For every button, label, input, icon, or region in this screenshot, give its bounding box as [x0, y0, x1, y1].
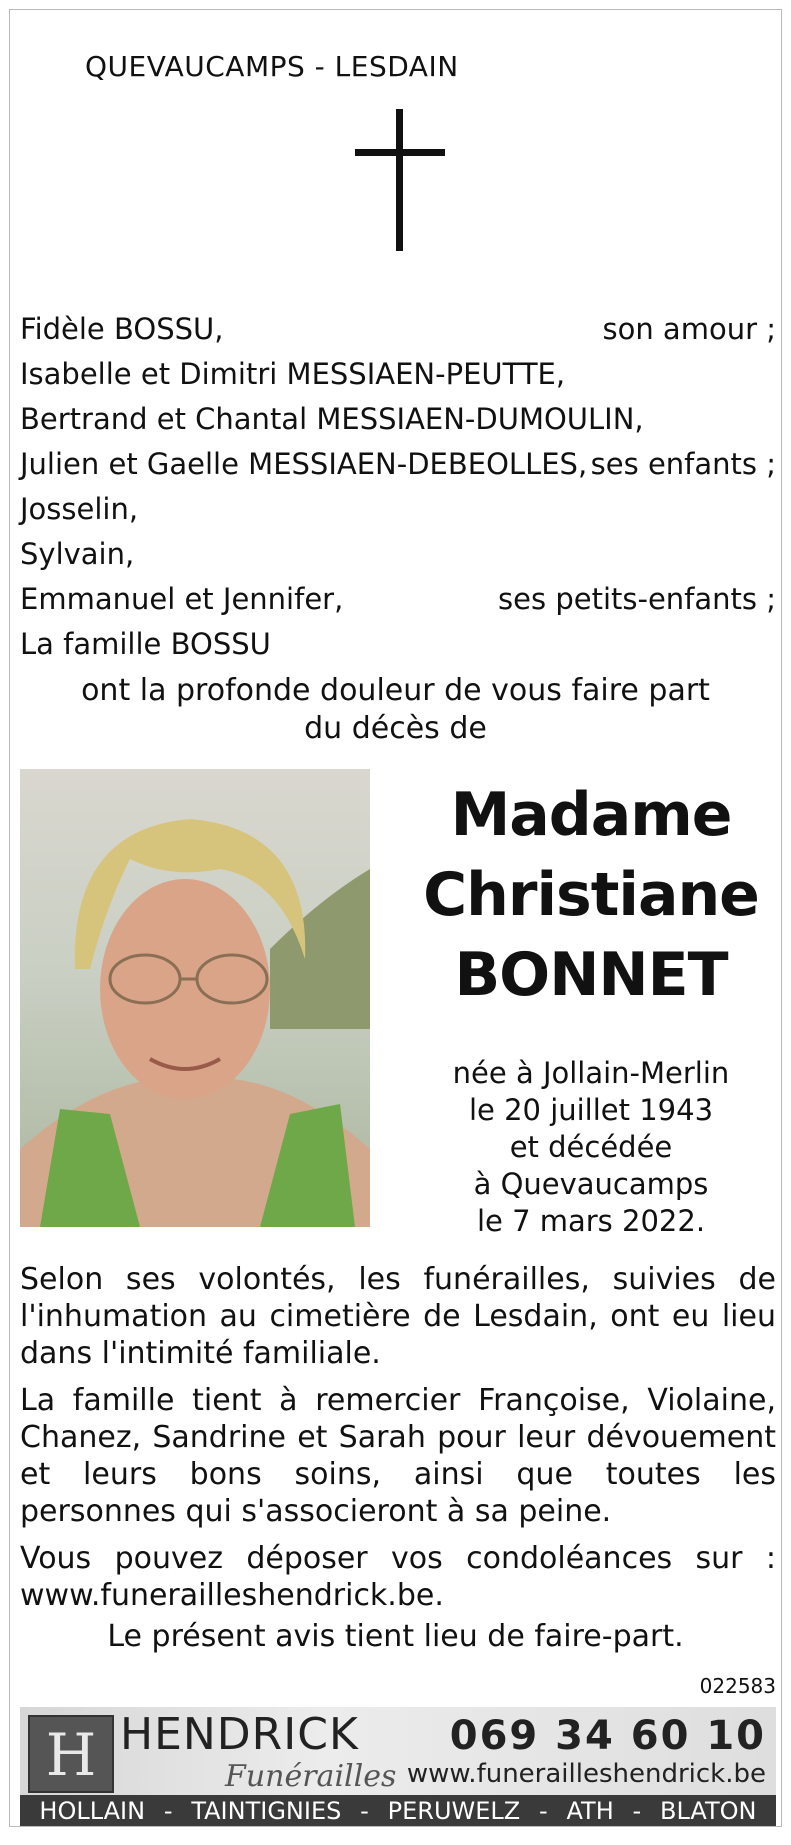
company-name: HENDRICK — [120, 1709, 359, 1760]
cities-bar — [20, 1795, 776, 1827]
deceased-first-name: Christiane — [423, 860, 759, 930]
bio-line: le 20 juillet 1943 — [468, 1093, 714, 1127]
family-name: Sylvain, — [20, 537, 135, 571]
family-name: Josselin, — [20, 492, 139, 526]
portrait-photo — [20, 769, 370, 1227]
funeral-home-banner — [20, 1707, 776, 1827]
family-line — [20, 357, 776, 401]
logo-letter: H — [45, 1721, 97, 1789]
bio-line: le 7 mars 2022. — [476, 1204, 706, 1238]
deceased-title: Madame — [450, 780, 732, 850]
bio-line: à Quevaucamps — [473, 1167, 709, 1201]
family-line — [20, 402, 776, 446]
logo-h-icon — [30, 1717, 112, 1791]
city-item: BLATON — [660, 1797, 757, 1825]
city-item: PERUWELZ — [387, 1797, 521, 1825]
condolences-paragraph: Vous pouvez déposer vos condoléances sur : www.funerailleshendrick.be. — [20, 1541, 776, 1613]
family-role: son amour ; — [602, 312, 776, 346]
family-role: ses petits-enfants ; — [498, 582, 776, 616]
city-separator: - — [163, 1797, 173, 1825]
family-line — [20, 582, 776, 626]
website-link[interactable]: www.funerailleshendrick.be — [406, 1759, 766, 1789]
announcement-line: ont la profonde douleur de vous faire part — [81, 673, 710, 708]
family-line — [20, 447, 776, 491]
city-separator: - — [360, 1797, 369, 1825]
family-role: ses enfants ; — [590, 447, 776, 481]
family-name: Bertrand et Chantal MESSIAEN-DUMOULIN, — [20, 402, 644, 436]
company-subtitle: Funérailles — [225, 1759, 397, 1794]
city-separator: - — [632, 1797, 642, 1825]
hendrick-logo — [28, 1715, 114, 1793]
city-separator: - — [539, 1797, 548, 1825]
family-name: Isabelle et Dimitri MESSIAEN-PEUTTE, — [20, 357, 566, 391]
reference-number: 022583 — [699, 1674, 776, 1698]
bio-line: née à Jollain-Merlin — [452, 1056, 730, 1090]
city-item: TAINTIGNIES — [191, 1797, 342, 1825]
obituary-notice — [9, 9, 782, 1827]
family-line — [20, 627, 776, 671]
thanks-paragraph: La famille tient à remercier Françoise, Violaine, Chanez, Sandrine et Sarah pour leur dévouement et leurs bons soins, ainsi que toutes les personnes qui s'associeront à sa peine. — [20, 1383, 776, 1529]
city-item: ATH — [566, 1797, 614, 1825]
announcement-line: du décès de — [304, 711, 487, 746]
family-line — [20, 537, 776, 581]
family-name: Fidèle BOSSU, — [20, 312, 224, 346]
cross-icon — [350, 105, 450, 255]
family-name: Julien et Gaelle MESSIAEN-DEBEOLLES, — [20, 447, 588, 481]
closing-line: Le présent avis tient lieu de faire-part. — [107, 1619, 684, 1654]
family-line — [20, 312, 776, 356]
city-item: HOLLAIN — [39, 1797, 146, 1825]
phone-number: 069 34 60 10 — [449, 1713, 766, 1759]
funeral-paragraph: Selon ses volontés, les funérailles, suivies de l'inhumation au cimetière de Lesdain, ont eu lieu dans l'intimité familiale. — [20, 1262, 776, 1371]
location-header: QUEVAUCAMPS - LESDAIN — [85, 50, 459, 83]
family-name: Emmanuel et Jennifer, — [20, 582, 344, 616]
deceased-last-name: BONNET — [454, 940, 728, 1010]
family-line — [20, 492, 776, 536]
bio-line: et décédée — [509, 1130, 673, 1164]
family-name: La famille BOSSU — [20, 627, 271, 661]
